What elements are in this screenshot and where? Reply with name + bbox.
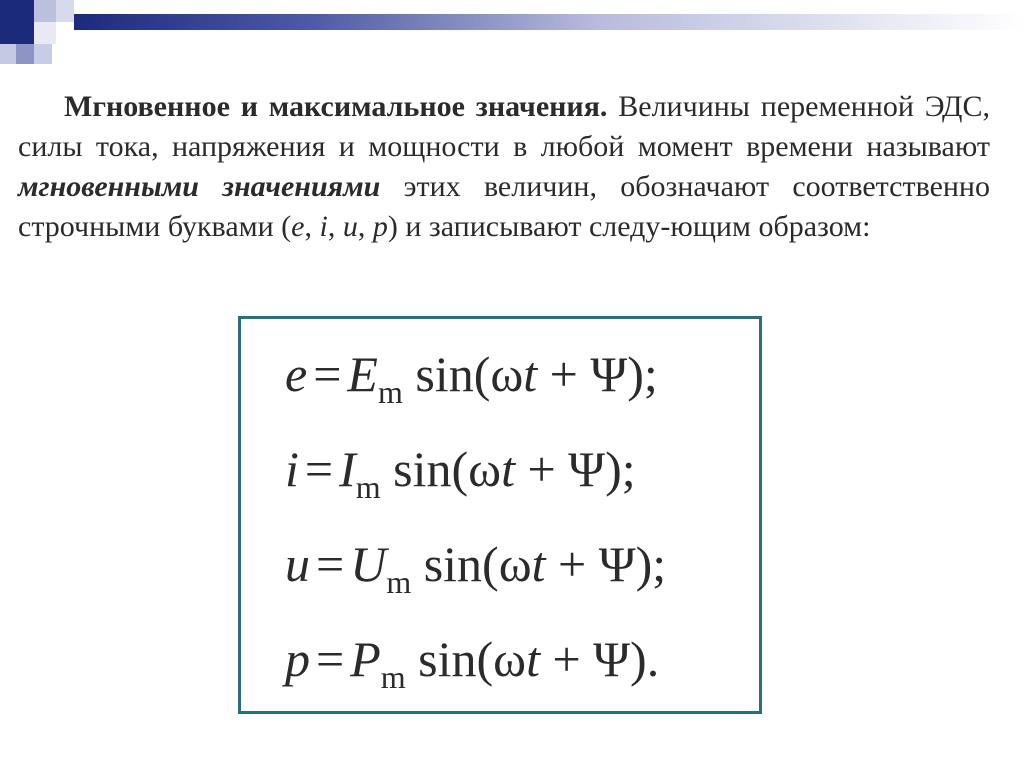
eq-time: t xyxy=(526,631,540,687)
eq-subscript: m xyxy=(386,564,412,600)
eq-equals: = xyxy=(304,441,334,497)
header-square xyxy=(34,44,52,64)
variable-u: u xyxy=(342,210,358,243)
eq-equals: = xyxy=(313,346,342,402)
variable-p: p xyxy=(372,210,388,243)
eq-rest: + Ψ); xyxy=(545,536,667,592)
header-square xyxy=(56,0,74,22)
eq-rest: + Ψ). xyxy=(539,631,660,687)
eq-rest: + Ψ); xyxy=(514,441,636,497)
eq-subscript: m xyxy=(380,659,406,695)
eq-amplitude: U xyxy=(350,536,387,592)
eq-time: t xyxy=(531,536,546,592)
header-square xyxy=(0,44,16,64)
variable-i: i xyxy=(319,210,328,243)
separator: , xyxy=(357,210,373,243)
equations-box xyxy=(238,316,762,714)
body-paragraph xyxy=(18,87,990,247)
eq-time: t xyxy=(523,346,538,402)
eq-variable: u xyxy=(285,536,310,592)
eq-variable: e xyxy=(285,346,308,402)
eq-time: t xyxy=(501,441,515,497)
eq-subscript: m xyxy=(355,469,381,505)
eq-amplitude: I xyxy=(339,441,356,497)
header-square xyxy=(34,22,56,44)
eq-equals: = xyxy=(316,631,345,687)
separator: , xyxy=(304,210,320,243)
paragraph-text: этих величин, обозначают соответственно строчными буквами ( xyxy=(18,170,990,243)
eq-subscript: m xyxy=(377,374,403,410)
equation-emf xyxy=(285,339,658,409)
variable-e: e xyxy=(291,210,305,243)
paragraph-text: ) и записывают следу-ющим образом: xyxy=(387,210,871,243)
paragraph-heading: Мгновенное и максимальное значения. xyxy=(64,90,608,123)
eq-function: sin(ω xyxy=(393,441,502,497)
eq-variable: i xyxy=(285,441,299,497)
header-square xyxy=(16,44,34,64)
eq-function: sin(ω xyxy=(423,536,532,592)
eq-amplitude: E xyxy=(347,346,378,402)
paragraph-text: Величины переменной ЭДС, силы тока, напряжения и мощности в любой момент времени называют xyxy=(18,90,990,163)
header-square xyxy=(0,0,34,44)
equation-voltage xyxy=(285,529,666,599)
eq-equals: = xyxy=(316,536,345,592)
equation-power xyxy=(285,624,659,694)
header-gradient-bar xyxy=(74,14,1024,30)
eq-rest: + Ψ); xyxy=(537,346,658,402)
eq-variable: p xyxy=(285,631,310,687)
eq-function: sin(ω xyxy=(415,346,524,402)
header-square xyxy=(34,0,56,22)
equation-current xyxy=(285,434,636,504)
eq-amplitude: P xyxy=(350,631,381,687)
separator: , xyxy=(327,210,343,243)
paragraph-term: мгновенными значениями xyxy=(18,170,381,203)
eq-function: sin(ω xyxy=(418,631,527,687)
